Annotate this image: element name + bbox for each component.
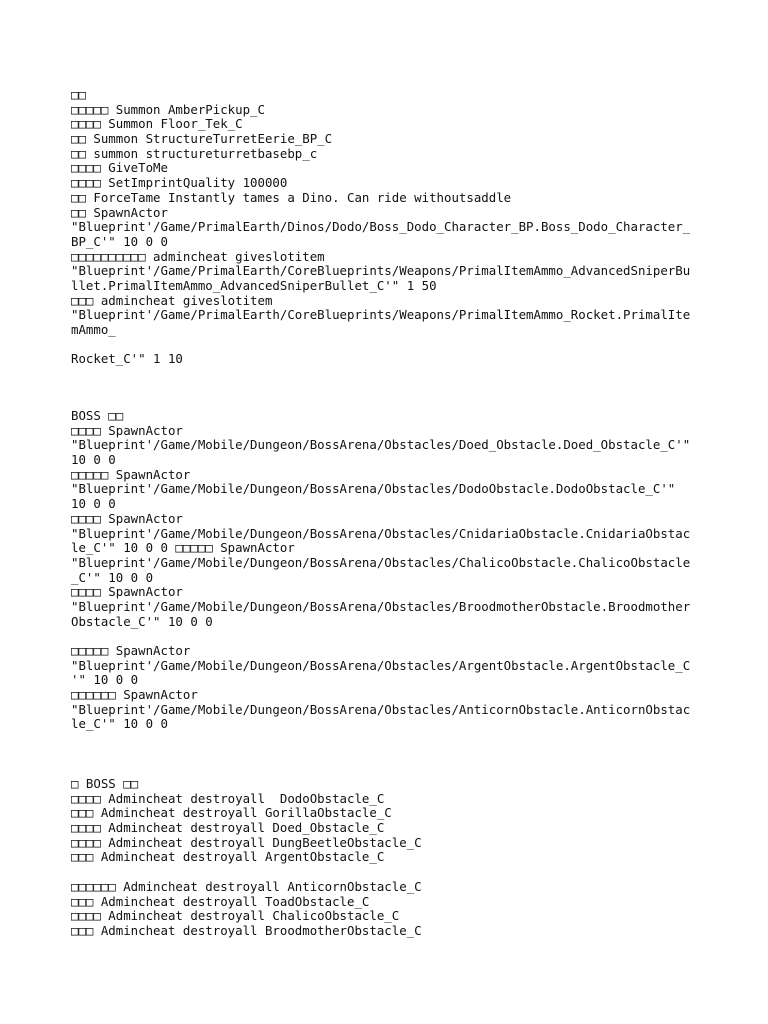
text-line: "Blueprint'/Game/Mobile/Dungeon/BossArena/Obstacles/CnidariaObstacle.CnidariaObstac bbox=[71, 525, 691, 541]
blank-line bbox=[71, 338, 711, 353]
text-line: □□□□□ SpawnActor bbox=[71, 643, 191, 658]
text-line: □□ Summon StructureTurretEerie_BP_C bbox=[71, 131, 333, 147]
text-line: □□□□□□ SpawnActor bbox=[71, 687, 198, 703]
text-line: □□□□ SpawnActor bbox=[71, 584, 183, 600]
text-line: □□□ Admincheat destroyall ToadObstacle_C bbox=[71, 893, 370, 909]
text-line: "Blueprint'/Game/Mobile/Dungeon/BossArena/Obstacles/DodoObstacle.DodoObstacle_C'" bbox=[71, 481, 676, 497]
text-line: □□□□□□□□□□ admincheat giveslotitem bbox=[71, 248, 325, 264]
text-line: □□□□ SpawnActor bbox=[71, 510, 183, 526]
text-line: □□□ Admincheat destroyall BroodmotherObstacle_C bbox=[71, 922, 422, 938]
text-line: □□□□□ Summon AmberPickup_C bbox=[71, 101, 265, 117]
text-line: '" 10 0 0 bbox=[71, 672, 139, 688]
text-line: "Blueprint'/Game/Mobile/Dungeon/BossArena/Obstacles/AnticornObstacle.AnticornObstac bbox=[71, 701, 691, 717]
section-summon-commands bbox=[71, 88, 711, 367]
section-heading: BOSS □□ bbox=[71, 408, 124, 423]
text-line: □□□□ Admincheat destroyall ChalicoObstacle_C bbox=[71, 908, 400, 924]
text-line: BP_C'" 10 0 0 bbox=[71, 233, 168, 249]
text-line: 10 0 0 bbox=[71, 496, 116, 512]
text-line: □□□□ Admincheat destroyall DungBeetleObstacle_C bbox=[71, 834, 422, 850]
text-line: □□□□ Admincheat destroyall DodoObstacle_C bbox=[71, 790, 385, 806]
text-line: □□□ Admincheat destroyall ArgentObstacle_C bbox=[71, 849, 385, 865]
text-line: "Blueprint'/Game/Mobile/Dungeon/BossArena/Obstacles/Doed_Obstacle.Doed_Obstacle_C'" bbox=[71, 437, 691, 453]
text-line: □□ summon structureturretbasebp_c bbox=[71, 145, 318, 161]
text-line: Obstacle_C'" 10 0 0 bbox=[71, 613, 213, 629]
text-line: Rocket_C'" 1 10 bbox=[71, 351, 183, 367]
text-line: □□□□□ SpawnActor bbox=[71, 466, 191, 482]
blank-line bbox=[71, 629, 711, 644]
text-line: le_C'" 10 0 0 bbox=[71, 716, 168, 732]
text-line: "Blueprint'/Game/PrimalEarth/Dinos/Dodo/Boss_Dodo_Character_BP.Boss_Dodo_Character_ bbox=[71, 219, 691, 235]
section-boss-spawn-commands bbox=[71, 409, 711, 732]
text-line: □□□□□□ Admincheat destroyall AnticornObstacle_C bbox=[71, 878, 422, 894]
text-line: □□□ Admincheat destroyall GorillaObstacle_C bbox=[71, 805, 392, 821]
text-line: □□ SpawnActor bbox=[71, 204, 168, 220]
section-boss-destroy-commands bbox=[71, 777, 711, 939]
text-line: llet.PrimalItemAmmo_AdvancedSniperBullet_C'" 1 50 bbox=[71, 277, 437, 293]
text-line: □□□□ Admincheat destroyall Doed_Obstacle_C bbox=[71, 820, 385, 836]
blank-line bbox=[71, 865, 711, 880]
text-line: "Blueprint'/Game/Mobile/Dungeon/BossArena/Obstacles/ArgentObstacle.ArgentObstacle_C bbox=[71, 657, 691, 673]
section-heading: □ BOSS □□ bbox=[71, 776, 139, 791]
text-line: 10 0 0 bbox=[71, 452, 116, 468]
text-line: _C'" 10 0 0 bbox=[71, 569, 154, 585]
text-line: "Blueprint'/Game/Mobile/Dungeon/BossArena/Obstacles/BroodmotherObstacle.Broodmother bbox=[71, 598, 691, 614]
text-line: □□□□ SpawnActor bbox=[71, 422, 183, 438]
text-line: □□ bbox=[71, 87, 86, 102]
text-line: □□□□ SetImprintQuality 100000 bbox=[71, 175, 288, 191]
text-line: □□□□ GiveToMe bbox=[71, 160, 168, 176]
text-line: □□ ForceTame Instantly tames a Dino. Can ride withoutsaddle bbox=[71, 189, 512, 205]
text-line: □□□ admincheat giveslotitem bbox=[71, 292, 273, 308]
text-line: "Blueprint'/Game/Mobile/Dungeon/BossArena/Obstacles/ChalicoObstacle.ChalicoObstacle bbox=[71, 554, 691, 570]
text-line: mAmmo_ bbox=[71, 322, 116, 337]
text-line: le_C'" 10 0 0 □□□□□ SpawnActor bbox=[71, 540, 295, 556]
text-line: "Blueprint'/Game/PrimalEarth/CoreBlueprints/Weapons/PrimalItemAmmo_AdvancedSniperBu bbox=[71, 263, 691, 279]
text-line: □□□□ Summon Floor_Tek_C bbox=[71, 116, 243, 132]
text-line: "Blueprint'/Game/PrimalEarth/CoreBlueprints/Weapons/PrimalItemAmmo_Rocket.PrimalIte bbox=[71, 307, 691, 323]
